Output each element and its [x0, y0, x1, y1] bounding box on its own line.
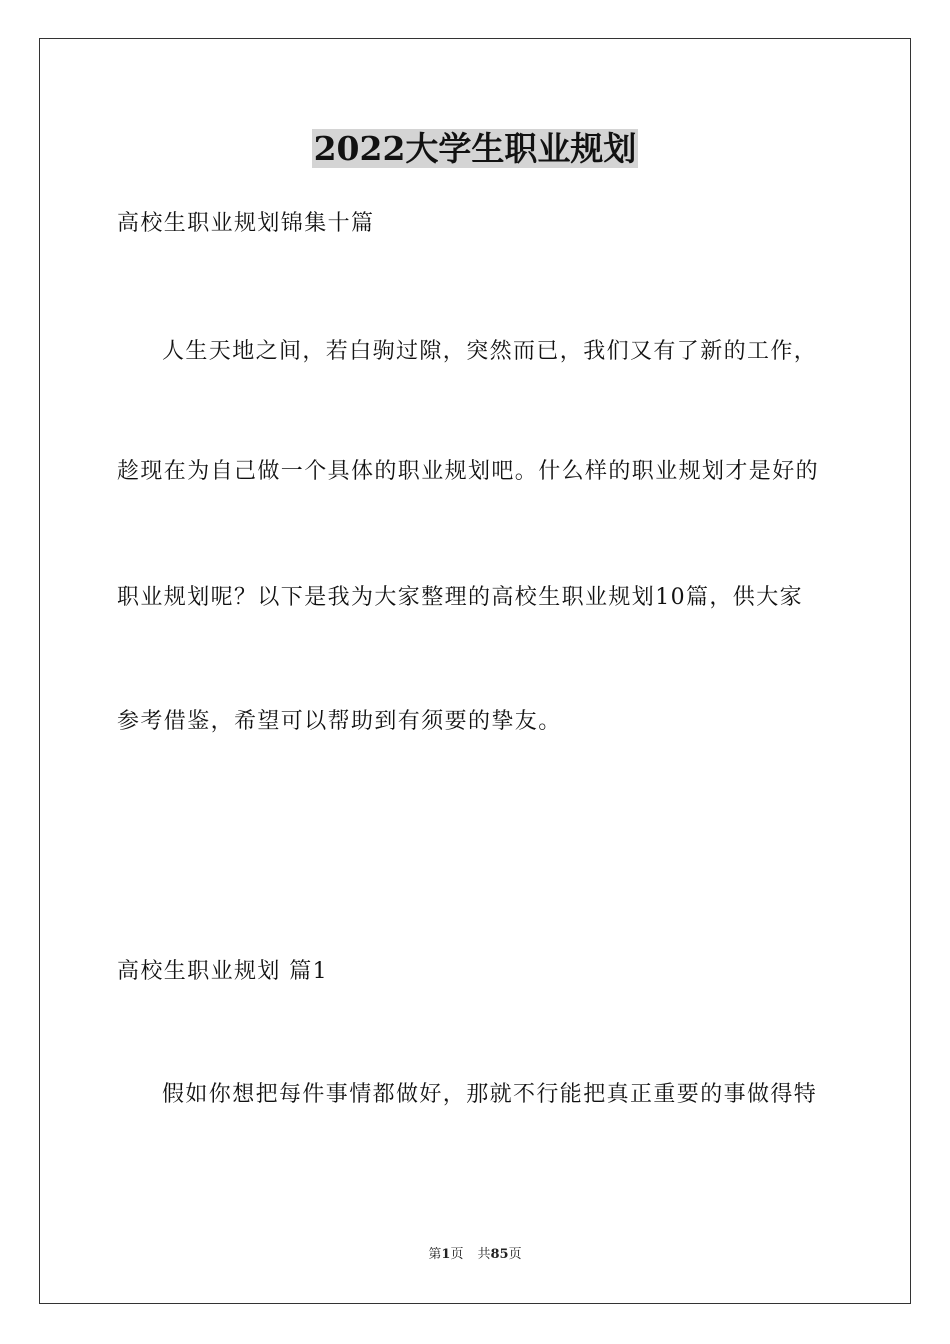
intro-paragraph-line-2: 趁现在为自己做一个具体的职业规划吧。什么样的职业规划才是好的	[117, 459, 820, 484]
footer-page-prefix: 第	[428, 1247, 442, 1262]
footer-total-pages: 85	[490, 1247, 509, 1262]
footer-total-suffix: 页	[508, 1247, 522, 1262]
section-heading: 高校生职业规划 篇1	[117, 959, 328, 984]
footer-total-prefix: 共	[477, 1247, 491, 1262]
footer-page-suffix: 页	[450, 1247, 464, 1262]
intro-paragraph-line-1: 人生天地之间，若白驹过隙，突然而已，我们又有了新的工作，	[162, 339, 818, 364]
intro-paragraph-line-3: 职业规划呢？以下是我为大家整理的高校生职业规划10篇，供大家	[117, 585, 803, 610]
document-subtitle: 高校生职业规划锦集十篇	[117, 211, 375, 236]
document-title-text: 2022大学生职业规划	[313, 129, 637, 168]
footer-page-number: 1	[441, 1247, 451, 1262]
section-paragraph-line-1: 假如你想把每件事情都做好，那就不行能把真正重要的事做得特	[162, 1082, 818, 1107]
page-footer	[0, 1246, 950, 1264]
document-title	[0, 127, 950, 171]
intro-paragraph-line-4: 参考借鉴，希望可以帮助到有须要的挚友。	[117, 709, 562, 734]
